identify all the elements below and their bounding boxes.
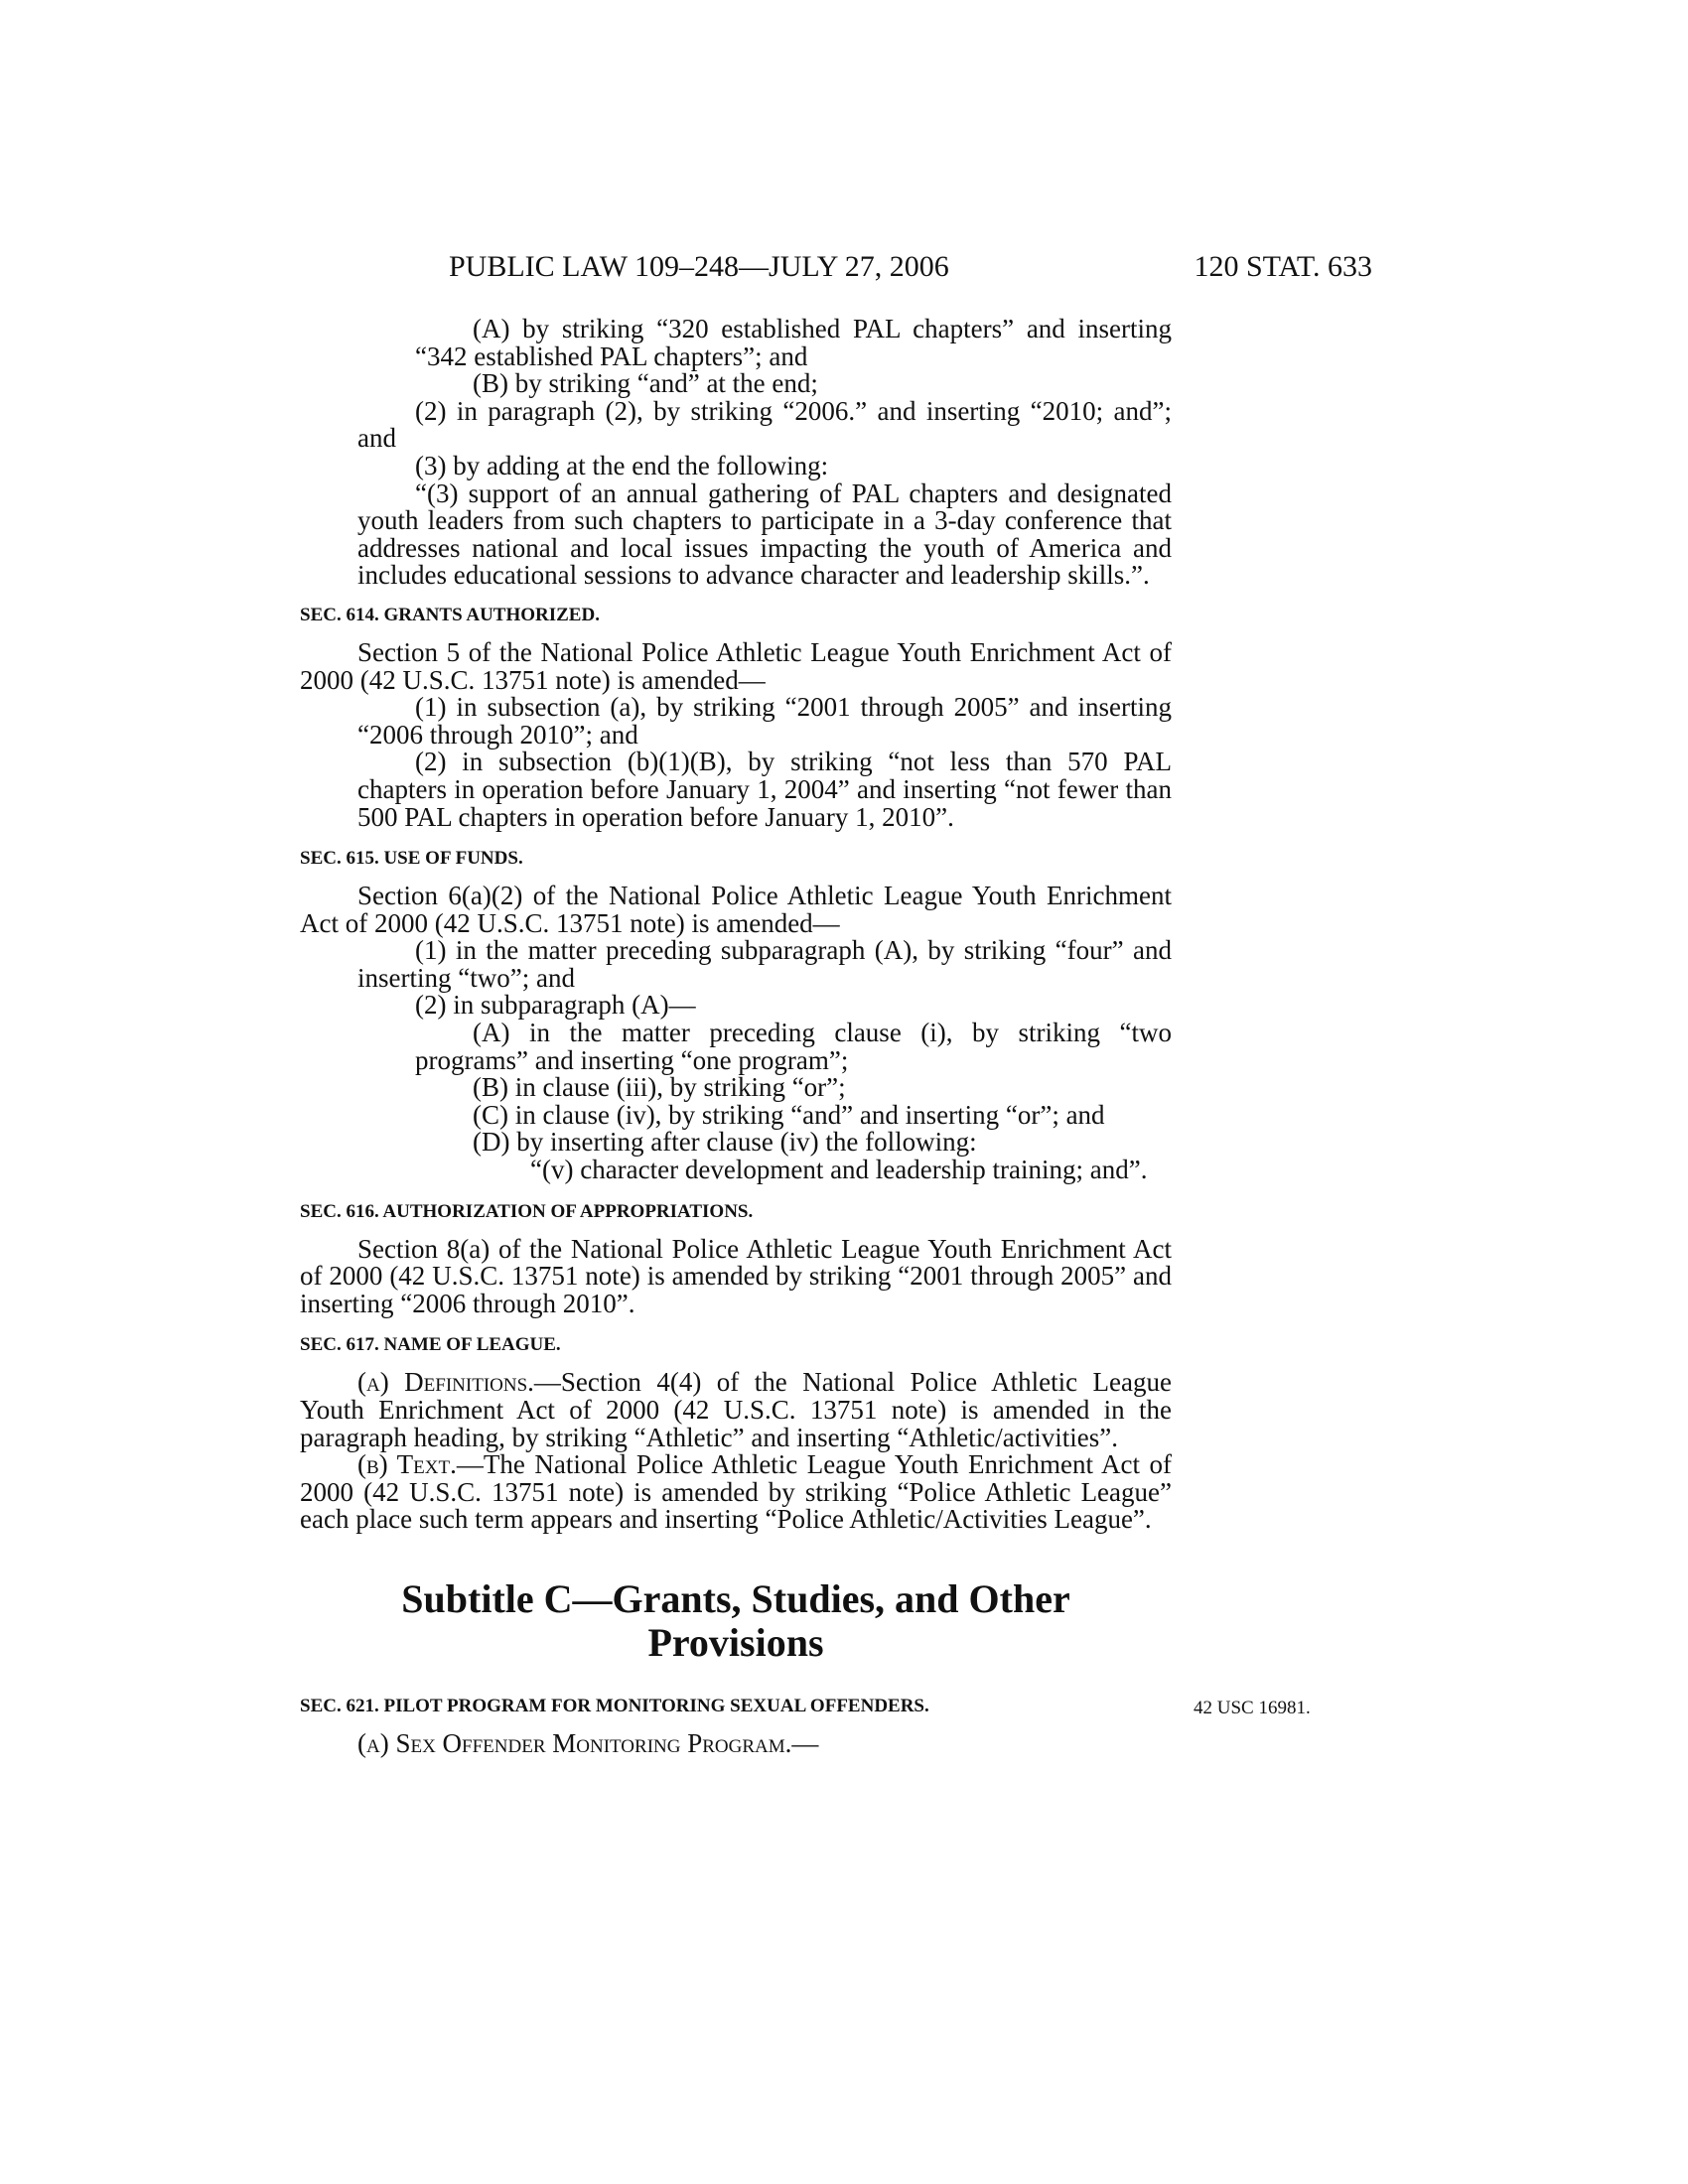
paragraph: (C) in clause (iv), by striking “and” and inserting “or”; and xyxy=(473,1099,1105,1130)
paragraph: (A) in the matter preceding clause (i), by striking “two programs” and inserting “one program”; xyxy=(415,1018,1172,1075)
paragraph: Section 5 of the National Police Athletic League Youth Enrichment Act of 2000 (42 U.S.C. 13751 note) is amended— xyxy=(300,636,1172,695)
paragraph: (1) in subsection (a), by striking “2001 through 2005” and inserting “2006 through 2010”; and xyxy=(357,692,1172,750)
section-heading: SEC. 616. AUTHORIZATION OF APPROPRIATIONS. xyxy=(300,1200,754,1222)
margin-note: 42 USC 16981. xyxy=(1194,1697,1311,1718)
paragraph-text: —Section 4(4) of the National Police Athletic League Youth Enrichment Act of 2000 (42 U.S.C. 13751 note) is amended in the paragraph heading, by striking “Athletic” and inserting “Athletic/activities”. xyxy=(300,1367,1172,1452)
paragraph: (a) Sex Offender Monitoring Program.— xyxy=(357,1727,819,1758)
section-heading: SEC. 614. GRANTS AUTHORIZED. xyxy=(300,604,600,625)
paragraph: (B) by striking “and” at the end; xyxy=(473,368,818,399)
paragraph xyxy=(300,1369,1172,1451)
paragraph xyxy=(300,1451,1172,1534)
paragraph: Section 6(a)(2) of the National Police Athletic League Youth Enrichment Act of 2000 (42 U.S.C. 13751 note) is amended— xyxy=(300,881,1172,938)
document-body xyxy=(300,314,1311,1758)
subtitle-heading: Subtitle C—Grants, Studies, and Other Provisions xyxy=(401,1575,1070,1665)
section-heading: SEC. 617. NAME OF LEAGUE. xyxy=(300,1334,561,1356)
paragraph-text: —The National Police Athletic League Youth Enrichment Act of 2000 (42 U.S.C. 13751 note) is amended by striking “Police Athletic League” each place such term appears and inserting “Police Athletic/Activities League”. xyxy=(300,1449,1172,1535)
paragraph: (2) in paragraph (2), by striking “2006.” and inserting “2010; and”; and xyxy=(357,395,1172,454)
statute-page-number: 120 STAT. 633 xyxy=(1194,250,1372,283)
paragraph-label: (b) Text. xyxy=(357,1449,457,1480)
paragraph: (B) in clause (iii), by striking “or”; xyxy=(473,1072,846,1103)
section-heading: SEC. 615. USE OF FUNDS. xyxy=(300,848,523,870)
header-title: PUBLIC LAW 109–248—JULY 27, 2006 xyxy=(449,250,949,283)
paragraph: (3) by adding at the end the following: xyxy=(415,450,829,480)
page-header xyxy=(449,250,1372,290)
paragraph: (A) by striking “320 established PAL chapters” and inserting “342 established PAL chapters”; and xyxy=(415,314,1172,371)
paragraph: (2) in subparagraph (A)— xyxy=(415,990,696,1021)
paragraph: (2) in subsection (b)(1)(B), by striking “not less than 570 PAL chapters in operation before January 1, 2004” and inserting “not fewer than 500 PAL chapters in operation before January 1, 2010”. xyxy=(357,747,1172,832)
paragraph: (D) by inserting after clause (iv) the following: xyxy=(473,1127,977,1158)
paragraph-label: (a) Definitions. xyxy=(357,1367,534,1398)
section-heading-text: SEC. 621. PILOT PROGRAM FOR MONITORING SEXUAL OFFENDERS. xyxy=(300,1695,929,1716)
paragraph: (1) in the matter preceding subparagraph (A), by striking “four” and inserting “two”; and xyxy=(357,935,1172,993)
section-heading xyxy=(300,1695,1311,1718)
quoted-text: “(v) character development and leadership training; and”. xyxy=(530,1155,1148,1185)
quoted-text: “(3) support of an annual gathering of PAL chapters and designated youth leaders from such chapters to participate in a 3-day conference that addresses national and local issues impacting the youth of America and includes educational sessions to advance character and leadership skills.”. xyxy=(357,478,1172,591)
paragraph: Section 8(a) of the National Police Athletic League Youth Enrichment Act of 2000 (42 U.S.C. 13751 note) is amended by striking “2001 through 2005” and inserting “2006 through 2010”. xyxy=(300,1233,1172,1318)
